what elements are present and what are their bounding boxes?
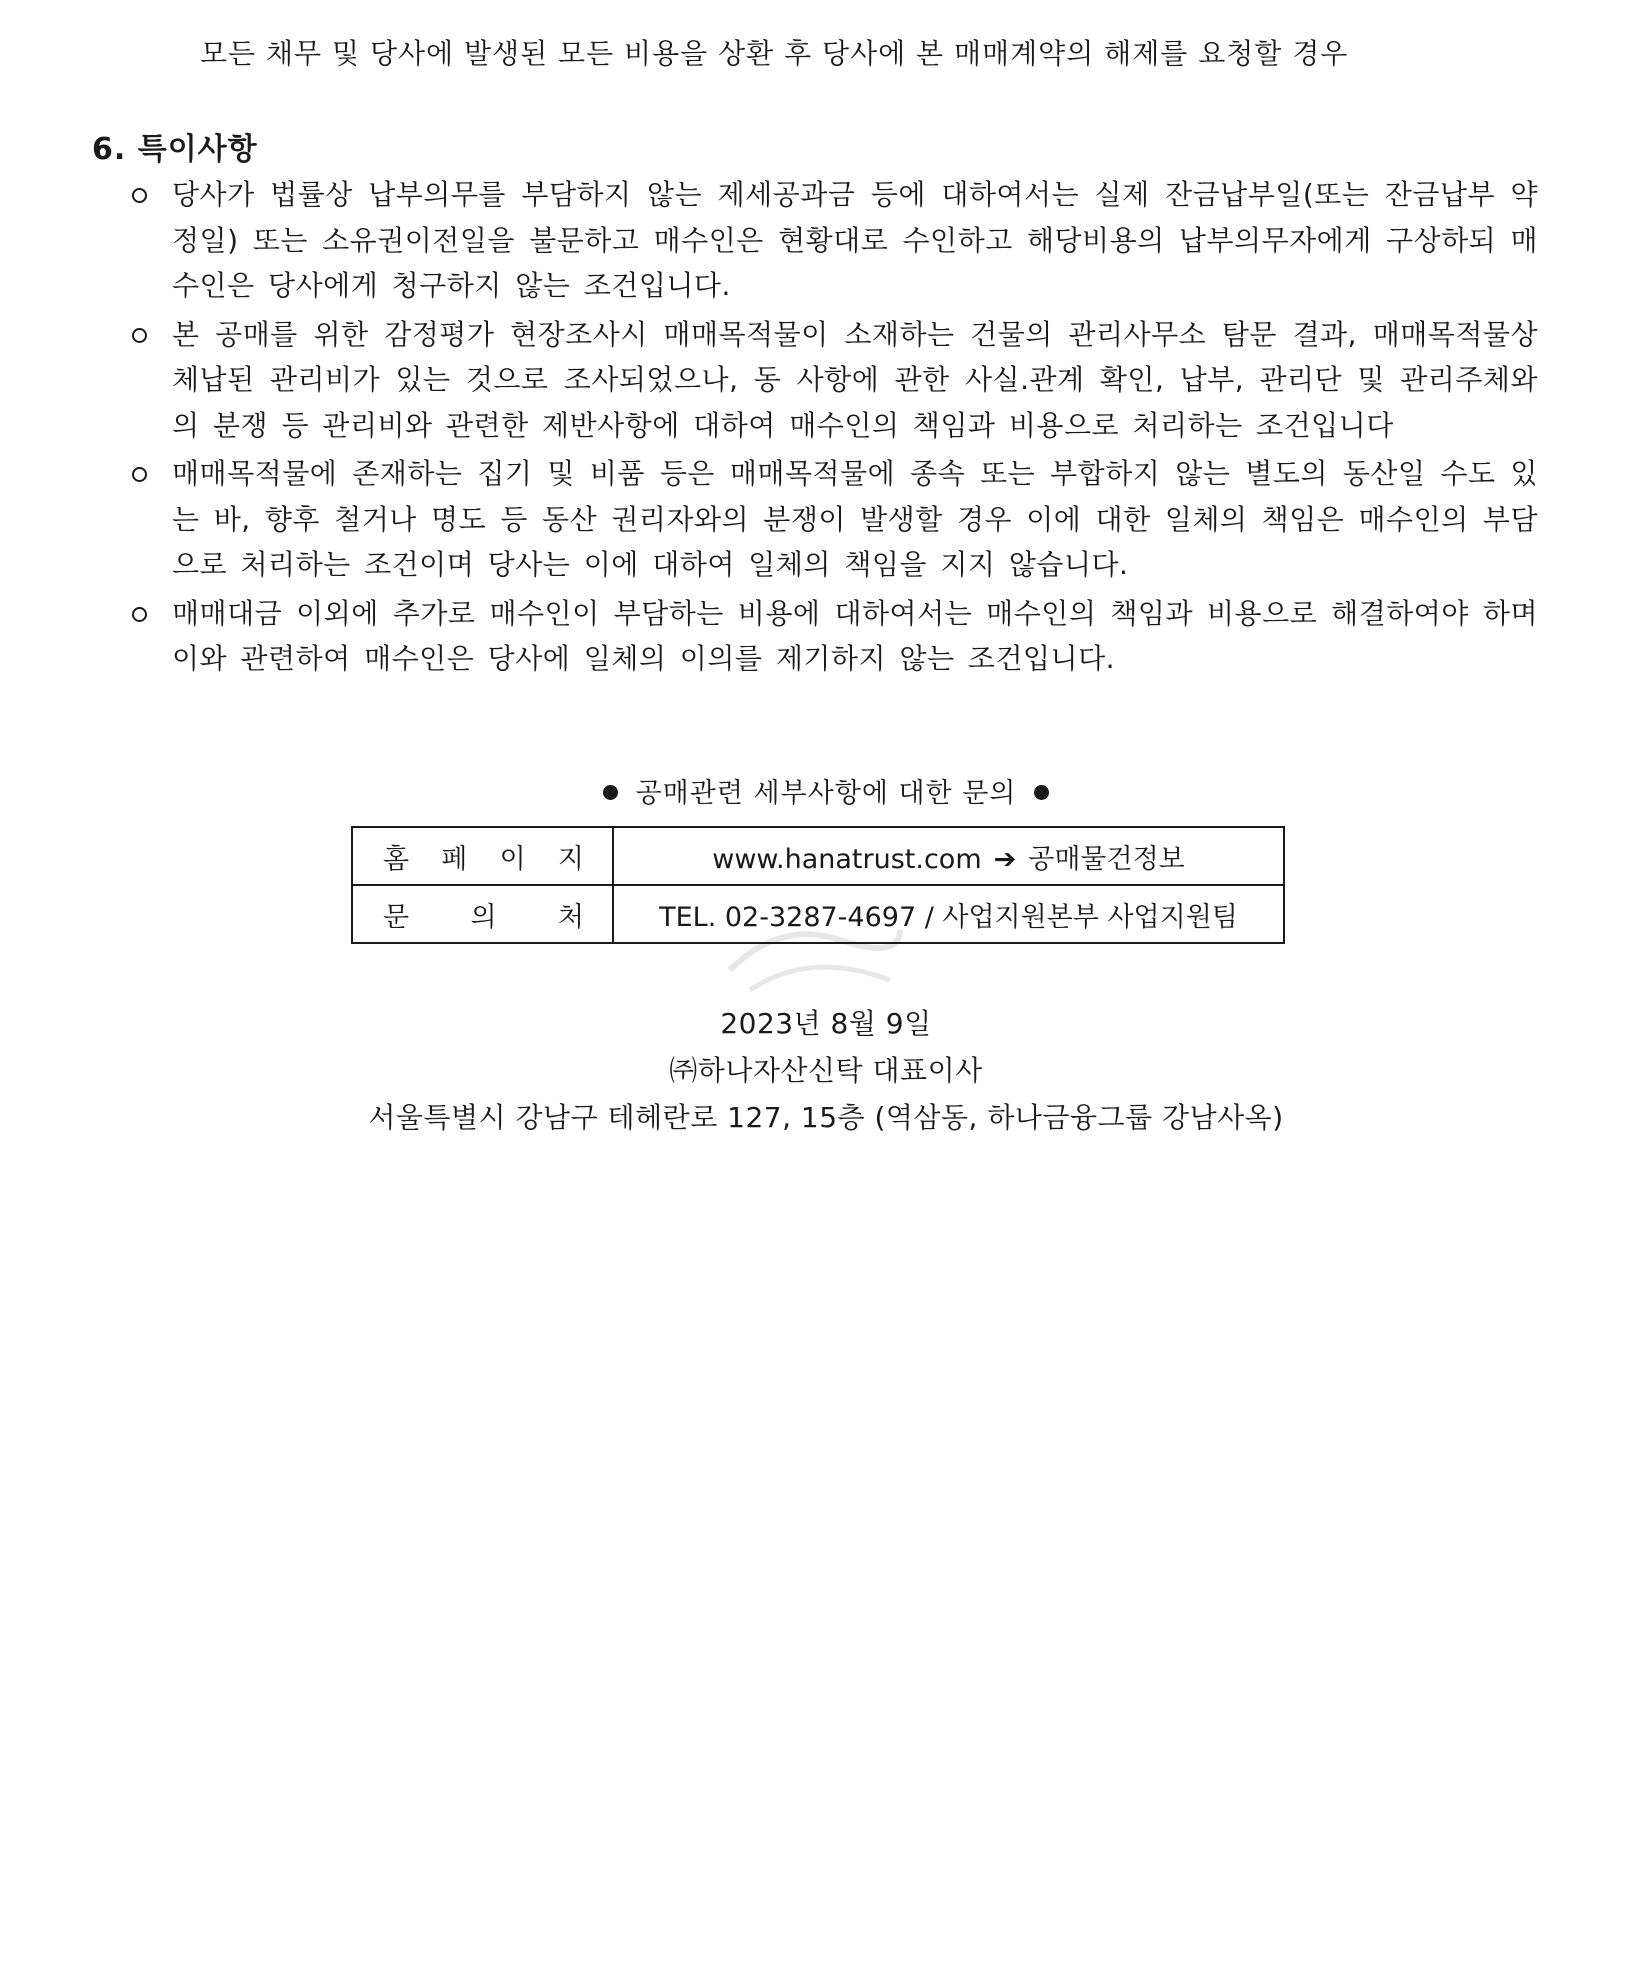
list-item-text: 본 공매를 위한 감정평가 현장조사시 매매목적물이 소재하는 건물의 관리사무소 탐문 결과, 매매목적물상 체납된 관리비가 있는 것으로 조사되었으나, 동 사항에 관한 사실.관계 확인, 납부, 관리단 및 관리주체와의 분쟁 등 관리비와 관련한 제반사항에 대하여 매수인의 책임과 비용으로 처리하는 조건입니다 [172, 317, 1538, 442]
list-item [128, 312, 1538, 449]
arrow-right-icon: ➔ [993, 843, 1017, 875]
circle-bullet-icon [132, 188, 147, 203]
list-item-text: 당사가 법률상 납부의무를 부담하지 않는 제세공과금 등에 대하여서는 실제 잔금납부일(또는 잔금납부 약정일) 또는 소유권이전일을 불문하고 매수인은 현황대로 수인하고 해당비용의 납부의무자에게 구상하되 매수인은 당사에게 청구하지 않는 조건입니다. [172, 178, 1538, 302]
circle-bullet-icon [132, 328, 147, 343]
document-date: 2023년 8월 9일 [720, 1007, 932, 1040]
list-item-text: 매매대금 이외에 추가로 매수인이 부담하는 비용에 대하여서는 매수인의 책임과 비용으로 해결하여야 하며 이와 관련하여 매수인은 당사에 일체의 이의를 제기하지 않는 조건입니다. [172, 596, 1538, 675]
list-item [128, 172, 1538, 309]
homepage-link[interactable]: www.hanatrust.com [712, 843, 982, 875]
auction-info-label: 공매물건정보 [1028, 843, 1185, 875]
list-item-text: 매매목적물에 존재하는 집기 및 비품 등은 매매목적물에 종속 또는 부합하지 않는 별도의 동산일 수도 있는 바, 향후 철거나 명도 등 동산 권리자와의 분쟁이 발생할 경우 이에 대한 일체의 책임은 매수인의 부담으로 처리하는 조건이며 당사는 이에 대하여 일체의 책임을 지지 않습니다. [172, 457, 1538, 581]
inquiry-title: 공매관련 세부사항에 대한 문의 [635, 778, 1017, 809]
contact-value-cell: TEL. 02-3287-4697 / 사업지원본부 사업지원팀 [613, 885, 1284, 943]
company-address: 서울특별시 강남구 테헤란로 127, 15층 (역삼동, 하나금융그룹 강남사옥) [368, 1101, 1284, 1134]
list-item [128, 591, 1538, 682]
company-name: ㈜하나자산신탁 대표이사 [669, 1054, 983, 1087]
inquiry-heading [0, 775, 1652, 813]
bullet-dot-icon [1034, 785, 1049, 800]
table-row [352, 827, 1284, 885]
circle-bullet-icon [132, 467, 147, 482]
circle-bullet-icon [132, 607, 147, 622]
contact-label-cell: 문 의 처 [352, 885, 613, 943]
section-title: 6. 특이사항 [92, 132, 258, 167]
continued-paragraph: 모든 채무 및 당사에 발생된 모든 비용을 상환 후 당사에 본 매매계약의 해제를 요청할 경우 [200, 37, 1349, 70]
inquiry-table [351, 826, 1285, 944]
special-notes-list [128, 172, 1538, 685]
homepage-value-cell [613, 827, 1284, 885]
list-item [128, 451, 1538, 588]
signature-block [0, 1000, 1652, 1141]
bullet-dot-icon [603, 785, 618, 800]
homepage-label-cell: 홈 페 이 지 [352, 827, 613, 885]
table-row [352, 885, 1284, 943]
